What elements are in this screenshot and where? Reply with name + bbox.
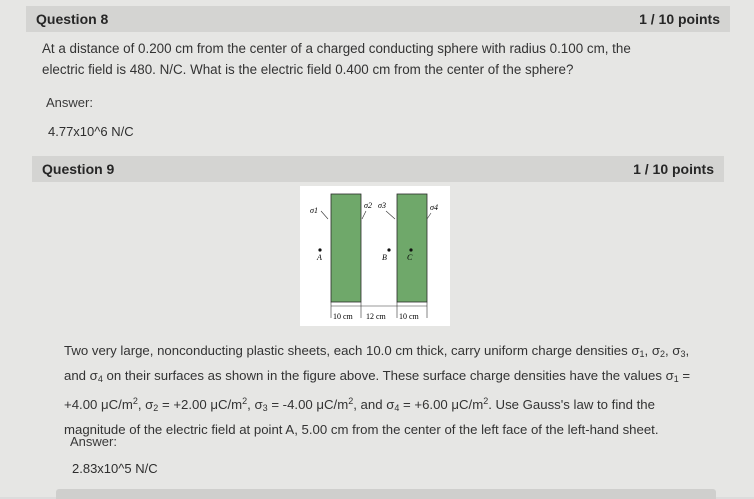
point-a-label: A (317, 253, 322, 262)
question-8-text-line-1: At a distance of 0.200 cm from the center of a charged conducting sphere with radius 0.100 cm, the (42, 41, 631, 56)
question-8-points: 1 / 10 points (639, 11, 720, 27)
question-9-answer-value: 2.83x10^5 N/C (72, 461, 158, 476)
question-8-text-line-2: electric field is 480. N/C. What is the electric field 0.400 cm from the center of the sphere? (42, 62, 574, 77)
dimension-label-2: 12 cm (366, 312, 386, 321)
question-8-answer-value: 4.77x10^6 N/C (48, 124, 134, 139)
figure-background (300, 186, 450, 326)
question-9-title: Question 9 (42, 161, 115, 177)
dimension-label-1: 10 cm (333, 312, 353, 321)
question-8-header (26, 6, 730, 32)
right-sheet (397, 194, 427, 302)
question-9-text-line-4: magnitude of the electric field at point A, 5.00 cm from the center of the left face of the left-hand sheet. (64, 422, 659, 437)
question-8-title: Question 8 (36, 11, 109, 27)
question-8-text (42, 38, 722, 80)
point-c-dot (409, 248, 412, 251)
question-9-header (32, 156, 724, 182)
sigma3-label: σ3 (378, 201, 386, 210)
dimension-label-3: 10 cm (399, 312, 419, 321)
left-sheet (331, 194, 361, 302)
charged-sheets-figure (300, 186, 450, 326)
sigma1-label: σ1 (310, 206, 318, 215)
sigma2-label: σ2 (364, 201, 372, 210)
point-a-dot (318, 248, 321, 251)
question-9-text-line-3: +4.00 $\mu C/m^2$, $\sigma_2 = +2.00$ $\mu C/m^2$, $\sigma_3 = -4.00$ $\mu C/m^2$, and $\sigma_4 = +6.00$ $\mu C/m^2$. Use Gauss's law to find the (64, 396, 655, 413)
question-9-points: 1 / 10 points (633, 161, 714, 177)
next-question-header-edge (56, 489, 716, 499)
question-8-answer-label: Answer: (46, 95, 93, 110)
question-9-answer-label: Answer: (70, 434, 117, 449)
point-b-label: B (382, 253, 387, 262)
point-b-dot (387, 248, 390, 251)
sigma4-label: σ4 (430, 203, 438, 212)
point-c-label: C (407, 253, 413, 262)
question-9-text (64, 340, 714, 441)
question-9-text-line-2: and $\sigma_4$ on their surfaces as shown in the figure above. These surface charge densities have the values $\sigma_1$ = (64, 368, 691, 384)
question-9-text-line-1: Two very large, nonconducting plastic sheets, each 10.0 cm thick, carry uniform charge densities $\sigma_1$, $\sigma_2$, $\sigma_3$, (64, 343, 690, 359)
